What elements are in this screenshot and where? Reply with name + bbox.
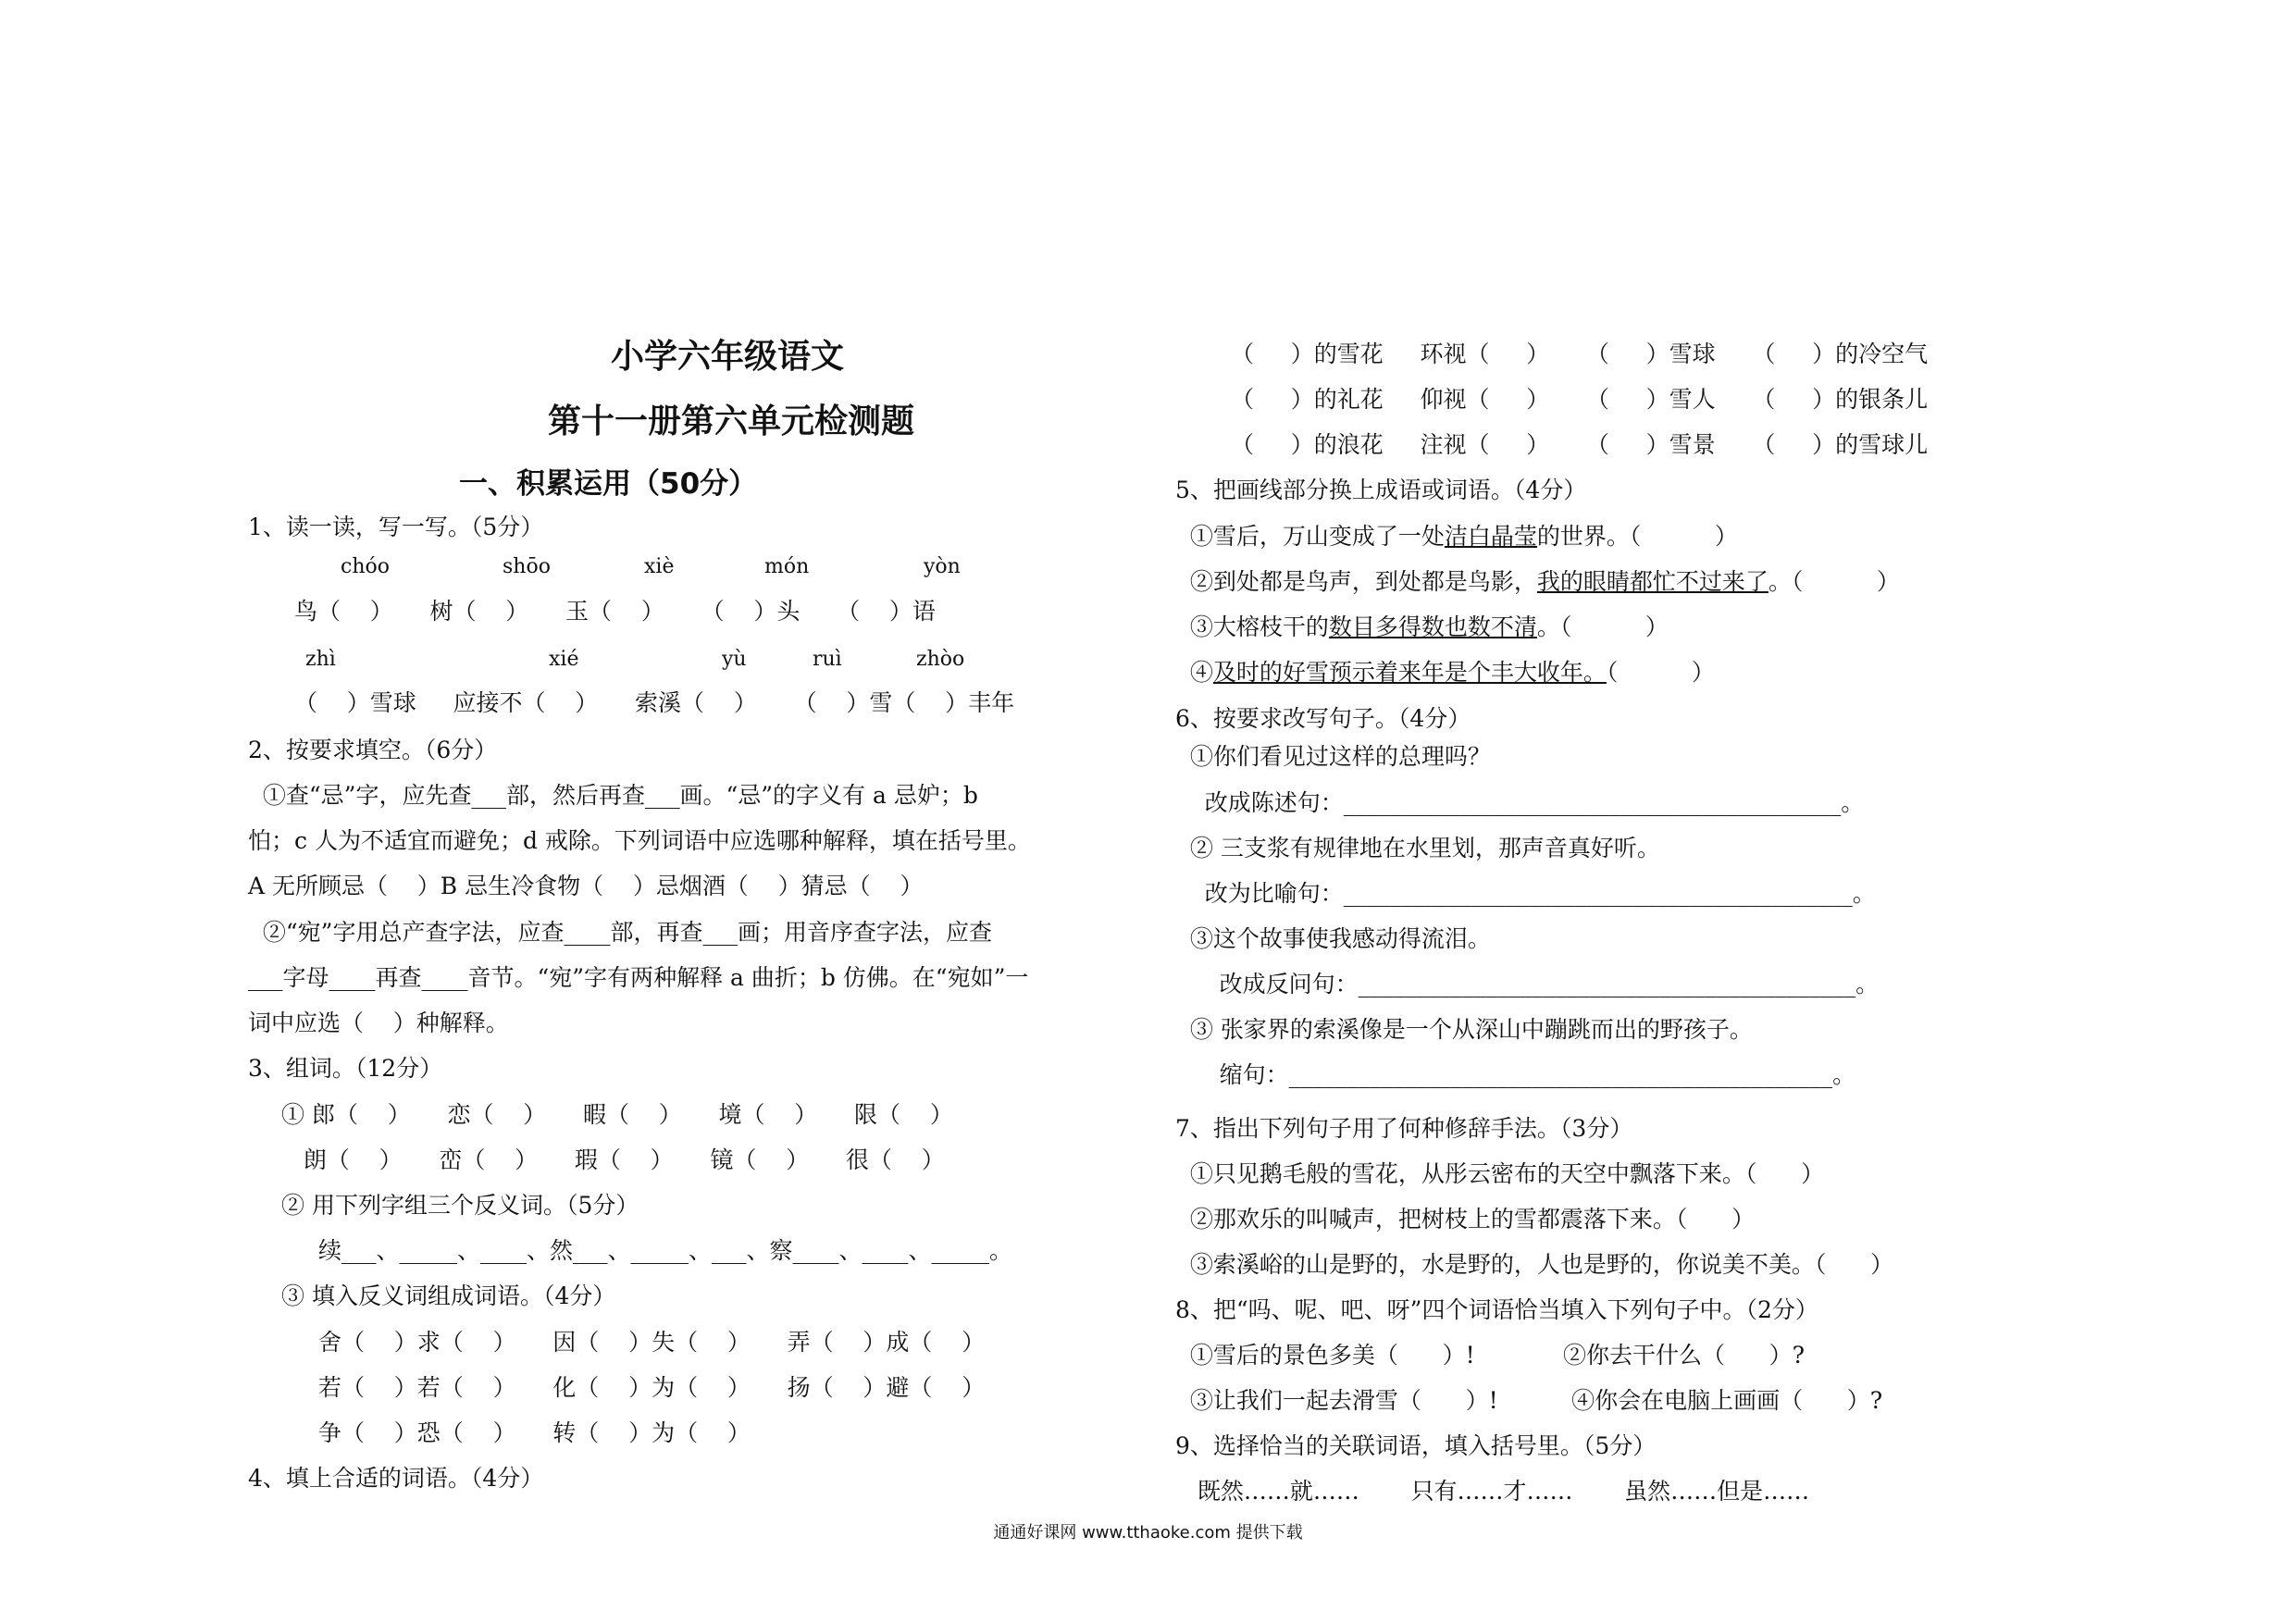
pinyin: shōo — [503, 555, 551, 578]
section-heading: 一、积累运用（50分） — [459, 467, 758, 501]
q8-line: ①雪后的景色多美（ ）! ②你去干什么（ ）? — [1175, 1342, 1806, 1369]
q5-item — [1175, 568, 1900, 596]
q2-line: ___字母____再查____音节。“宛”字有两种解释 a 曲折；b 仿佛。在“宛如”一 — [248, 964, 1029, 991]
question-7: 7、指出下列句子用了何种修辞手法。（3分） — [1175, 1115, 1633, 1142]
q4-row: （ ）的礼花 仰视（ ） （ ）雪人 （ ）的银条儿 — [1231, 386, 1929, 413]
q6-line: 缩句：_______________________________________________。 — [1175, 1061, 1856, 1088]
q3-sub: ② 用下列字组三个反义词。（5分） — [281, 1192, 639, 1219]
q7-line: ②那欢乐的叫喊声，把树枝上的雪都震落下来。（ ） — [1175, 1206, 1756, 1233]
q3-row: 争（ ）恐（ ） 转（ ）为（ ） — [318, 1419, 751, 1446]
q5-text: 。（ ） — [1768, 568, 1900, 595]
q1-row2: （ ）雪球 应接不（ ） 索溪（ ） （ ）雪（ ）丰年 — [294, 689, 1015, 716]
pinyin: chóo — [341, 555, 390, 578]
q4-row: （ ）的雪花 环视（ ） （ ）雪球 （ ）的冷空气 — [1231, 341, 1929, 367]
q6-line: 改成陈述句：___________________________________________。 — [1175, 789, 1865, 816]
question-5: 5、把画线部分换上成语或词语。（4分） — [1175, 477, 1587, 503]
q8-line: ③让我们一起去滑雪（ ）! ④你会在电脑上画画（ ）? — [1175, 1387, 1883, 1414]
question-3: 3、组词。（12分） — [248, 1055, 443, 1082]
q3-row: ① 郎（ ） 恋（ ） 暇（ ） 境（ ） 限（ ） — [281, 1101, 953, 1128]
question-2: 2、按要求填空。（6分） — [248, 737, 498, 763]
q1-row1: 鸟（ ） 树（ ） 玉（ ） （ ）头 （ ）语 — [294, 598, 936, 625]
q2-line: 词中应选（ ）种解释。 — [248, 1010, 509, 1036]
pinyin: yù — [722, 648, 747, 671]
q6-line: 改成反问句：___________________________________________。 — [1175, 971, 1880, 997]
q6-line: ② 三支浆有规律地在水里划，那声音真好听。 — [1175, 835, 1660, 861]
pinyin: xié — [549, 648, 579, 671]
q5-text: ②到处都是鸟声，到处都是鸟影， — [1175, 568, 1537, 595]
footer-credit: 通通好课网 www.tthaoke.com 提供下载 — [993, 1523, 1303, 1542]
q3-row: 朗（ ） 峦（ ） 瑕（ ） 镜（ ） 很（ ） — [281, 1146, 945, 1173]
question-1: 1、读一读，写一写。（5分） — [248, 514, 544, 540]
q2-line: 怕；c 人为不适宜而避免；d 戒除。下列词语中应选哪种解释，填在括号里。 — [248, 827, 1031, 854]
q6-line: ③这个故事使我感动得流泪。 — [1175, 925, 1491, 952]
q5-item — [1175, 613, 1669, 641]
q9-line: 既然……就…… 只有……才…… 虽然……但是…… — [1175, 1478, 1810, 1505]
pinyin: zhì — [305, 648, 336, 671]
pinyin: xiè — [644, 555, 675, 578]
page-title: 小学六年级语文 — [611, 338, 845, 376]
q3-row: 若（ ）若（ ） 化（ ）为（ ） 扬（ ）避（ ） — [318, 1374, 986, 1401]
underlined-phrase: 及时的好雪预示着来年是个丰大收年。 — [1212, 659, 1607, 686]
q2-line: A 无所顾忌（ ）B 忌生冷食物（ ）忌烟酒（ ）猜忌（ ） — [248, 873, 924, 899]
q5-item — [1175, 659, 1715, 687]
q6-line: ③ 张家界的索溪像是一个从深山中蹦跳而出的野孩子。 — [1175, 1016, 1753, 1043]
q3-sub: ③ 填入反义词组成词语。（4分） — [281, 1282, 616, 1309]
q2-line: ②“宛”字用总产查字法，应查____部，再查___画；用音序查字法，应查 — [248, 919, 992, 946]
q4-row: （ ）的浪花 注视（ ） （ ）雪景 （ ）的雪球儿 — [1231, 431, 1929, 458]
q5-text: ③大榕枝干的 — [1175, 613, 1329, 640]
q6-line: 改为比喻句：____________________________________________。 — [1175, 880, 1876, 907]
question-6: 6、按要求改写句子。（4分） — [1175, 705, 1471, 732]
underlined-phrase: 我的眼睛都忙不过来了 — [1536, 568, 1769, 595]
pinyin: zhòo — [916, 648, 965, 671]
underlined-phrase: 洁白晶莹 — [1444, 523, 1537, 550]
q3-row: 续___、_____、____、然___、_____、___、察____、____、_____。 — [318, 1237, 1013, 1264]
q3-row: 舍（ ）求（ ） 因（ ）失（ ） 弄（ ）成（ ） — [318, 1329, 986, 1356]
q5-text: ①雪后，万山变成了一处 — [1175, 523, 1445, 550]
q7-line: ③索溪峪的山是野的，水是野的，人也是野的，你说美不美。（ ） — [1175, 1251, 1894, 1278]
q5-text: 的世界。（ ） — [1536, 523, 1738, 550]
q5-item — [1175, 523, 1738, 551]
pinyin: ruì — [813, 648, 842, 671]
q6-line: ①你们看见过这样的总理吗？ — [1175, 743, 1491, 770]
pinyin: yòn — [924, 555, 961, 578]
underlined-phrase: 数目多得数也数不清 — [1328, 613, 1537, 640]
q7-line: ①只见鹅毛般的雪花，从彤云密布的天空中飘落下来。（ ） — [1175, 1160, 1825, 1187]
q5-text: 。（ ） — [1536, 613, 1669, 640]
pinyin: món — [764, 555, 810, 578]
question-9: 9、选择恰当的关联词语，填入括号里。（5分） — [1175, 1432, 1657, 1459]
question-4: 4、填上合适的词语。（4分） — [248, 1465, 544, 1492]
q5-text: ④ — [1175, 659, 1213, 686]
page-subtitle: 第十一册第六单元检测题 — [548, 403, 915, 440]
question-8: 8、把“吗、呢、吧、呀”四个词语恰当填入下列句子中。（2分） — [1175, 1296, 1818, 1323]
q2-line: ①查“忌”字，应先查___部，然后再查___画。“忌”的字义有 a 忌妒；b — [248, 782, 978, 809]
q5-text: （ ） — [1606, 659, 1715, 686]
